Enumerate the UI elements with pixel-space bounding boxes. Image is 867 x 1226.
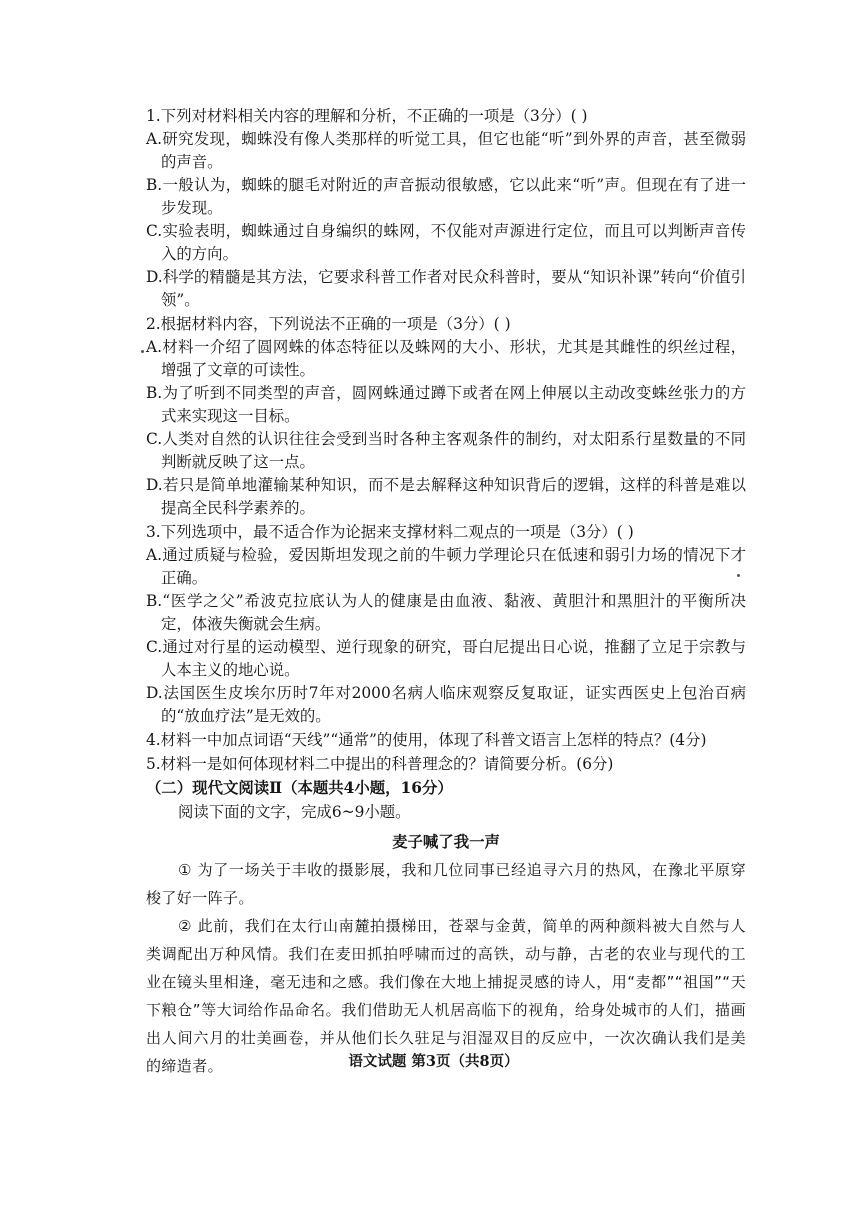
option-a: A.研究发现，蜘蛛没有像人类那样的听觉工具，但它也能“听”到外界的声音，甚至微弱的声音。 — [146, 130, 746, 171]
option-b: B.“医学之父”希波克拉底认为人的健康是由血液、黏液、黄胆汁和黑胆汁的平衡所决定，体液失衡就会生病。 — [146, 592, 746, 633]
option-c: C.通过对行星的运动模型、逆行现象的研究，哥白尼提出日心说，推翻了立足于宗教与人本主义的地心说。 — [146, 638, 746, 679]
option-d: D.若只是简单地灌输某种知识，而不是去解释这种知识背后的逻辑，这样的科普是难以提高全民科学素养的。 — [146, 476, 746, 517]
article-paragraph-1: ① 为了一场关于丰收的摄影展，我和几位同事已经追寻六月的热风，在豫北平原穿梭了好一阵子。 — [146, 861, 746, 907]
scan-speck — [737, 574, 740, 577]
option-c: C.人类对自然的认识往往会受到当时各种主客观条件的制约，对太阳系行星数量的不同判断就反映了这一点。 — [146, 430, 746, 471]
page-footer: 语文试题 第3页（共8页） — [348, 1053, 519, 1070]
exam-content — [146, 104, 746, 1080]
question-stem: 1.下列对材料相关内容的理解和分析，不正确的一项是（3分）( ) — [146, 107, 588, 125]
scan-speck — [141, 350, 144, 353]
option-c: C.实验表明，蜘蛛通过自身编织的蛛网，不仅能对声源进行定位，而且可以判断声音传入的方向。 — [146, 222, 746, 263]
section-instruction: 阅读下面的文字，完成6~9小题。 — [178, 803, 411, 821]
question-1 — [146, 104, 746, 312]
question-5: 5.材料一是如何体现材料二中提出的科普理念的？请简要分析。(6分) — [146, 755, 614, 773]
option-b: B.一般认为，蜘蛛的腿毛对附近的声音振动很敏感，它以此来“听”声。但现在有了进一步发现。 — [146, 176, 746, 217]
question-2 — [146, 312, 746, 520]
option-a: A.材料一介绍了圆网蛛的体态特征以及蛛网的大小、形状，尤其是其雌性的织丝过程，增强了文章的可读性。 — [146, 338, 746, 379]
option-a: A.通过质疑与检验，爱因斯坦发现之前的牛顿力学理论只在低速和弱引力场的情况下才正确。 — [146, 546, 746, 587]
option-d: D.科学的精髓是其方法，它要求科普工作者对民众科普时，要从“知识补课”转向“价值引领”。 — [146, 268, 746, 309]
article-paragraph-2: ② 此前，我们在太行山南麓拍摄梯田，苍翠与金黄，简单的两种颜料被大自然与人类调配出万种风情。我们在麦田抓拍呼啸而过的高铁，动与静，古老的农业与现代的工业在镜头里相逢，毫无违和之感。我们像在大地上捕捉灵感的诗人，用“麦都”“祖国”“天下粮仓”等大词给作品命名。我们借助无人机居高临下的视角，给身处城市的人们，描画出人间六月的壮美画卷，并从他们长久驻足与泪湿双目的反应中，一次次确认我们是美的缔造者。 — [146, 917, 746, 1075]
question-stem: 2.根据材料内容，下列说法不正确的一项是（3分）( ) — [146, 315, 511, 333]
question-stem: 3.下列选项中，最不适合作为论据来支撑材料二观点的一项是（3分）( ) — [146, 523, 634, 541]
article-title: 麦子喊了我一声 — [392, 833, 500, 851]
option-d: D.法国医生皮埃尔历时7年对2000名病人临床观察反复取证，证实西医史上包治百病的“放血疗法”是无效的。 — [146, 684, 746, 725]
section-heading: （二）现代文阅读Ⅱ（本题共4小题，16分） — [146, 779, 453, 797]
question-3 — [146, 520, 746, 728]
option-b: B.为了听到不同类型的声音，圆网蛛通过蹲下或者在网上伸展以主动改变蛛丝张力的方式来实现这一目标。 — [146, 384, 746, 425]
question-4: 4.材料一中加点词语“天线”“通常”的使用，体现了科普文语言上怎样的特点？(4分) — [146, 731, 707, 749]
